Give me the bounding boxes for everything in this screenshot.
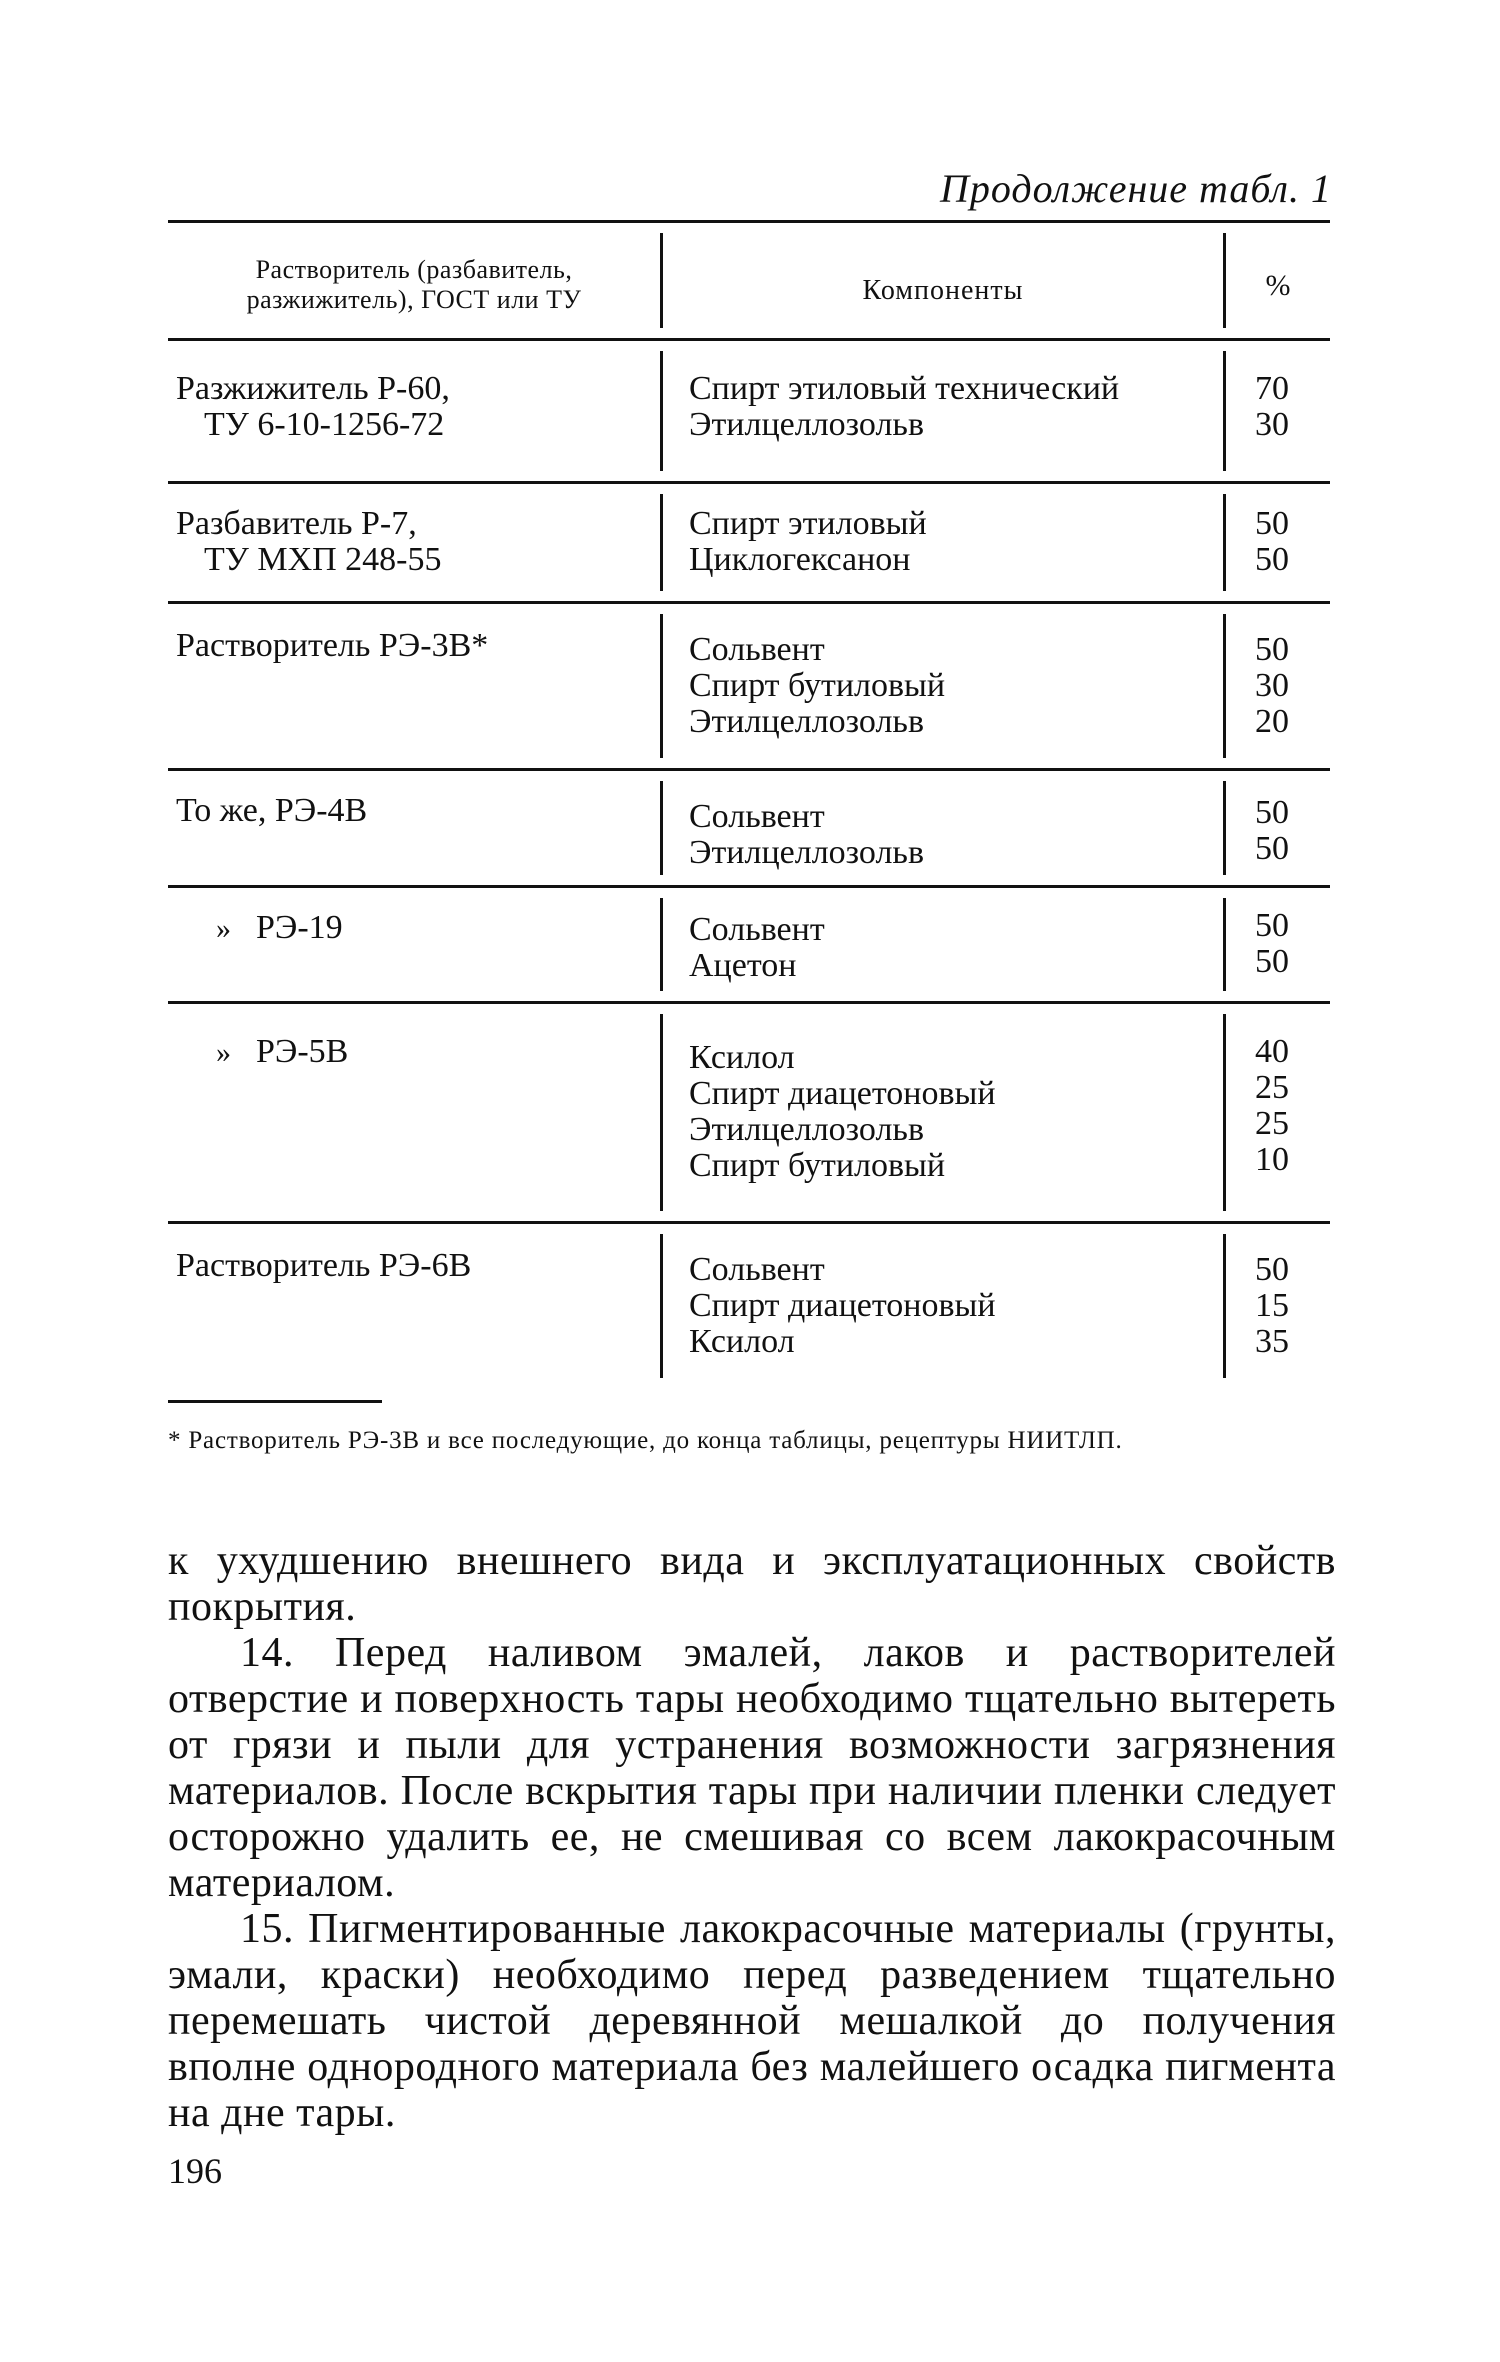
table-row xyxy=(168,484,1330,604)
solvent-name-line: РЭ-19 xyxy=(256,909,343,946)
percent-value: 20 xyxy=(1255,703,1289,740)
row-percents xyxy=(1226,771,1330,885)
row-percents xyxy=(1226,341,1330,481)
percent-value: 40 xyxy=(1255,1033,1289,1070)
component: Спирт бутиловый xyxy=(689,667,946,704)
percent-value: 35 xyxy=(1255,1323,1289,1360)
percent-value: 15 xyxy=(1255,1287,1289,1324)
table-continuation-caption: Продолжение табл. 1 xyxy=(939,166,1332,211)
component: Этилцеллозольв xyxy=(689,1111,924,1148)
row-percents xyxy=(1226,604,1330,768)
header-solvent-line1: Растворитель (разбавитель, xyxy=(255,255,573,284)
percent-value: 70 xyxy=(1255,370,1289,407)
header-solvent-line2: разжижитель), ГОСТ или ТУ xyxy=(246,285,582,314)
percent-value: 10 xyxy=(1255,1141,1289,1178)
component: Ксилол xyxy=(689,1039,795,1076)
table-row xyxy=(168,604,1330,771)
component: Этилцеллозольв xyxy=(689,703,924,740)
header-percent: % xyxy=(1265,269,1291,302)
percent-value: 30 xyxy=(1255,667,1289,704)
component: Ксилол xyxy=(689,1323,795,1360)
paragraph-15: 15. Пигментированные лакокрасочные материалы (грунты, эмали, краски) необходимо перед разведением тщательно перемешать чистой деревянной мешалкой до получения вполне однородного материала без малейшего осадка пигмента на дне тары. xyxy=(168,1906,1336,2136)
component: Спирт этиловый технический xyxy=(689,370,1120,407)
table-header xyxy=(168,223,1330,341)
table-row xyxy=(168,888,1330,1004)
percent-value: 25 xyxy=(1255,1105,1289,1142)
component: Этилцеллозольв xyxy=(689,406,924,443)
row-components xyxy=(660,494,1226,591)
row-percents xyxy=(1226,888,1330,1001)
component: Сольвент xyxy=(689,1251,825,1288)
header-solvent xyxy=(168,223,660,338)
table-row xyxy=(168,1004,1330,1224)
component: Спирт этиловый xyxy=(689,505,927,542)
row-percents xyxy=(1226,484,1330,601)
component: Ацетон xyxy=(689,947,797,984)
percent-value: 25 xyxy=(1255,1069,1289,1106)
paragraph-14: 14. Перед наливом эмалей, лаков и растворителей отверстие и поверхность тары необходимо тщательно вытереть от грязи и пыли для устранения возможности загрязнения материалов. После вскрытия тары при наличии пленки следует осторожно удалить ее, не смешивая со всем лакокрасочным материалом. xyxy=(168,1630,1336,1906)
percent-value: 50 xyxy=(1255,830,1289,867)
solvents-table xyxy=(168,220,1330,1388)
component: Сольвент xyxy=(689,911,825,948)
solvent-name-line: ТУ МХП 248-55 xyxy=(204,541,442,578)
row-solvent-name xyxy=(168,1004,660,1221)
percent-value: 50 xyxy=(1255,1251,1289,1288)
row-solvent-name xyxy=(168,888,660,1001)
table-row xyxy=(168,771,1330,888)
footnote-divider xyxy=(168,1400,382,1403)
component: Спирт диацетоновый xyxy=(689,1287,996,1324)
component: Этилцеллозольв xyxy=(689,834,924,871)
footnote: * Растворитель РЭ-3В и все последующие, до конца таблицы, рецептуры НИИТЛП. xyxy=(168,1427,1123,1454)
component: Сольвент xyxy=(689,798,825,835)
page-number: 196 xyxy=(168,2151,222,2191)
solvent-name-line: ТУ 6-10-1256-72 xyxy=(204,406,445,443)
row-solvent-name xyxy=(168,771,660,885)
table-row xyxy=(168,1224,1330,1388)
percent-value: 50 xyxy=(1255,541,1289,578)
row-components xyxy=(660,1014,1226,1211)
percent-value: 50 xyxy=(1255,943,1289,980)
row-components xyxy=(660,614,1226,758)
solvent-name-line: Растворитель РЭ-6В xyxy=(176,1247,472,1284)
table-row xyxy=(168,341,1330,484)
solvent-name-line: Растворитель РЭ-3В* xyxy=(176,627,489,664)
percent-value: 50 xyxy=(1255,505,1289,542)
component: Сольвент xyxy=(689,631,825,668)
row-solvent-name xyxy=(168,341,660,481)
row-percents xyxy=(1226,1004,1330,1221)
ditto-mark: » xyxy=(216,1036,231,1069)
row-solvent-name xyxy=(168,484,660,601)
row-components xyxy=(660,781,1226,875)
ditto-mark: » xyxy=(216,912,231,945)
body-text xyxy=(168,1538,1336,2136)
row-components xyxy=(660,898,1226,991)
row-components xyxy=(660,351,1226,471)
component: Спирт бутиловый xyxy=(689,1147,946,1184)
percent-value: 50 xyxy=(1255,631,1289,668)
solvent-name-line: Разжижитель Р-60, xyxy=(176,370,450,407)
component: Циклогексанон xyxy=(689,541,911,578)
percent-value: 50 xyxy=(1255,794,1289,831)
row-percents xyxy=(1226,1224,1330,1388)
row-solvent-name xyxy=(168,604,660,768)
header-components: Компоненты xyxy=(660,233,1226,328)
percent-value: 50 xyxy=(1255,907,1289,944)
row-components xyxy=(660,1234,1226,1378)
row-solvent-name xyxy=(168,1224,660,1388)
solvent-name-line: Разбавитель Р-7, xyxy=(176,505,417,542)
solvent-name-line: То же, РЭ-4В xyxy=(176,792,368,829)
percent-value: 30 xyxy=(1255,406,1289,443)
component: Спирт диацетоновый xyxy=(689,1075,996,1112)
solvent-name-line: РЭ-5В xyxy=(256,1033,349,1070)
paragraph-continuation: к ухудшению внешнего вида и эксплуатационных свойств покрытия. xyxy=(168,1538,1336,1630)
